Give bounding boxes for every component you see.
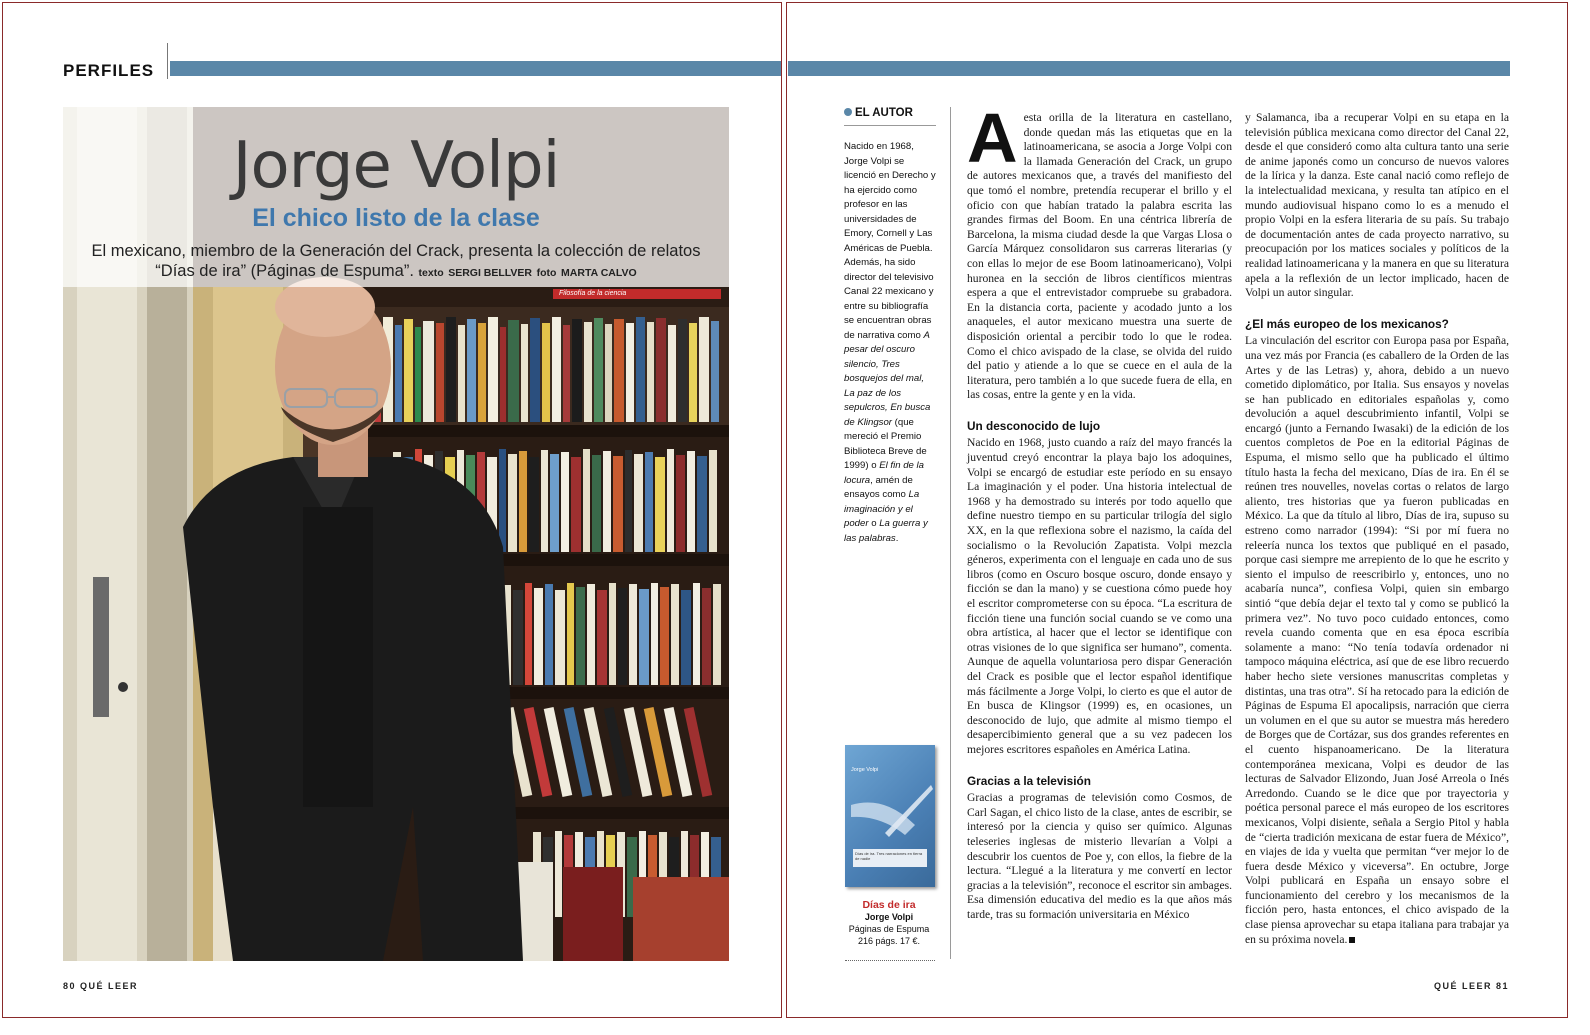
folio-right: QUÉ LEER 81 — [1433, 981, 1509, 991]
headline-subtitle: El chico listo de la clase — [252, 204, 540, 232]
book-info — [839, 899, 939, 947]
credit-photo-label: foto — [536, 267, 557, 279]
bio-title: A pesar del oscuro silencio, Tres bosquejos del mal, La paz de los sepulcros, En busca de Klingsor — [844, 329, 931, 428]
article-column-1 — [967, 99, 1232, 922]
dotted-rule — [845, 960, 935, 961]
subhead: Un desconocido de lujo — [967, 418, 1101, 433]
article-paragraph: Gracias a programas de televisión como Cosmos, de Carl Sagan, el chico listo de la clase, antes de escribir, se interesó por la ciencia y quiso ser químico. Algunas teleseries inglesas de misterio llevarían a Volpi a descubrir los cuentos de Poe y, con ellos, la fiebre de la lectura. “Llegué a la literatura y me convertí en lector gracias a la televisión”, reconoce el escritor sin ambages. Esa dimensión educativa del medio es la que años más tarde, tras su formación universitaria en México — [967, 791, 1232, 921]
bio-text: , amén de ensayos como — [844, 474, 913, 500]
bio-text: . — [895, 532, 899, 544]
deck-text: El mexicano, miembro de la Generación del Crack, presenta la colección de relatos “Días de ira” (Páginas de Espuma”. — [91, 242, 701, 280]
book-details: 216 págs. 17 €. — [857, 936, 921, 946]
end-mark-icon — [1349, 937, 1355, 943]
subhead: ¿El más europeo de los mexicanos? — [1245, 316, 1449, 331]
sidebar-heading-text: EL AUTOR — [855, 107, 913, 119]
sidebar-heading — [844, 107, 936, 126]
bio-title: La guerra y las palabras — [844, 518, 928, 544]
intro-text: esta orilla de la literatura en castellano, donde quedan más las etiquetas que en la latinoamericana, se asocia a Jorge Volpi con la llamada Generación del Crack, un grupo de autores mexicanos que, a través del manifiesto del que tomó el nombre, pretendía recuperar el brillo y el oficio con que habían tratado la palabra escrita las grandes firmas del Boom. En una céntrica librería de Barcelona, la misma ciudad desde la que Vargas Llosa o García Márquez consolidaron sus carreras literarias (y con ellas lo mejor de ese Boom latinoamericano), Volpi huronea en la sección de libros científicos mientras espera a que el entrevistador compruebe su grabadora. En la distancia corta, paciente y acodado junto a los anaqueles, el autor mexicano muestra una suerte de disposición oriental a percibir todo lo que le rodea. Como el chico avispado de la clase, se olvida del ruido del patio y atiende a lo que se cuece en el aula de la literatura, pero también a lo que sucede fuera de ella, en las cosas, entre la gente y en la vida. — [967, 111, 1232, 402]
right-page — [786, 2, 1568, 1018]
credit-photo-author: MARTA CALVO — [561, 267, 637, 279]
section-label: PERFILES — [63, 61, 155, 80]
author-photo — [63, 107, 729, 961]
subhead: Gracias a la televisión — [967, 773, 1091, 788]
section-divider — [167, 43, 168, 79]
author-sidebar — [844, 107, 936, 546]
book-cover-plate: Días de ira. Tres narraciones en tierra de nadie — [853, 849, 927, 867]
folio-left: 80 QUÉ LEER — [63, 981, 139, 991]
header-bar — [788, 61, 1510, 76]
book-title: Días de ira — [862, 899, 916, 911]
bio-title: El fin de la locura — [844, 460, 925, 486]
article-paragraph — [1245, 334, 1509, 947]
book-author: Jorge Volpi — [864, 912, 914, 922]
bio-title: La imaginación y el poder — [844, 489, 920, 529]
credit-text-label: texto — [418, 267, 444, 279]
bio-text: Nacido en 1968, Jorge Volpi se licenció en Derecho y ha ejercido como profesor en las universidades de Emory, Cornell y Las Américas de Puebla. Además, ha sido director del televisivo Canal 22 mexicano y entre su bibliografía se encuentran obras de narrativa como — [844, 141, 936, 341]
book-cover-author: Jorge Volpi — [851, 767, 879, 773]
article-paragraph: Nacido en 1968, justo cuando a raíz del mayo francés la juventud creyó encontrar la playa bajo los adoquines, Volpi se encargó de estudiar este período en su ensayo La imaginación y el poder. Una historia intelectual de 1968 y ha demostrado su interés por todo aquello que define nuestro tiempo en su particular trilogía del siglo XX, en la que reflexiona sobre el nazismo, la caída del socialismo o la Revolución Zapatista. Volpi mezcla géneros, experimenta con el lenguaje en cada uno de sus libros (como en Oscuro bosque oscuro, donde ensayo y ficción se dan la mano) y se cuestiona cómo puede hoy el escritor comprometerse con su época. “La escritura de ficción tiene una función social cuando se ve como una obra artística, al hacer que el lector se identifique con otras visiones de lo que significa ser humano”, comenta. Aunque de aquella voluntariosa pero dispar Generación del Crack es posible que el lector español identifique más fácilmente a Jorge Volpi, lo cierto es que el autor de En busca de Klingsor (1999) es, en ocasiones, un desconocido de lujo, que admite al mismo tiempo el desapercibimiento general que a su vez padecen los mejores escritores españoles en América Latina. — [967, 436, 1232, 756]
article-paragraph: y Salamanca, iba a recuperar Volpi en su etapa en la televisión pública mexicana como director del Canal 22, desde el que consideró como alta cultura tanto una serie de anime japonés como un concurso de nuevos valores de la lírica y la danza. Este canal nació como reflejo de la intelectualidad mexicana, y resulta tan atípico en el mundo audiovisual hispano como lo es a menudo el propio Volpi en la esfera literaria de su país. Su trabajo de documentación antes de cada proyecto narrativo, su preocupación por los matices sociales y políticos de la realidad latinoamericana y la manera en que su literatura apela a la reflexión de un lector implicado, hacen de Volpi un autor singular. — [1245, 111, 1509, 300]
article-intro — [967, 99, 1232, 403]
book-cover — [845, 745, 935, 887]
headline-name: Jorge Volpi — [232, 129, 560, 203]
sidebar-bio — [844, 140, 936, 546]
dropcap: A — [967, 99, 1018, 177]
book-publisher: Páginas de Espuma — [848, 924, 930, 934]
credit-text-author: SERGI BELLVER — [448, 267, 533, 279]
bio-text: (que mereció el Premio Biblioteca Breve de 1999) o — [844, 416, 927, 471]
article-column-2 — [1245, 111, 1509, 947]
header-bar — [170, 61, 782, 76]
left-page — [2, 2, 782, 1018]
shelf-tag: Filosofía de la ciencia — [553, 289, 721, 299]
headline-deck — [83, 241, 709, 283]
bio-text: o — [868, 518, 880, 529]
bullet-icon — [844, 108, 852, 116]
column-rule — [950, 107, 951, 959]
paragraph-text: La vinculación del escritor con Europa pasa por España, una vez más por Francia (es caballero de la Orden de las Artes y de las Letras) y, ahora, debido a un nuevo cometido diplomático, por Italia. Sus ensayos y novelas se han publicado en editoriales españolas y, como devolución a aquel descubrimiento infantil, Volpi se encargó (junto a Fernando Iwasaki) de la edición de los cuentos completos de Poe en la editorial Páginas de Espuma, el mismo sello que ha publicado el último título hasta la fecha del mexicano, Días de ira. En él se reúnen tres nouvelles, novelas cortas o relatos de largo aliento, tres historias que ya fueron publicadas en México. La que da título al libro, Días de ira, supuso su estreno como narrador (1994): “Si por mí fuera no releería nunca los textos que publiqué en el pasado, porque casi siempre me arrepiento de lo que he escrito y siento el impulso de reescribirlo y, entonces, uno no acabaría nunca”, confiesa Volpi, quien sin embargo sintió “que debía dejar el texto tal y como se publicó la primera vez”. No tuvo poco cuidado entonces, como revela cuando comenta que en esa época escribía solamente a mano: “No tenía todavía ordenador ni tampoco máquina eléctrica, así que de ese libro recuerdo haber hecho siete versiones manuscritas completas y distintas, una tras otra”. Sí ha retocado para la edición de Páginas de Espuma El apocalipsis, narración que cierra un volumen en el que su autor se muestra más heredero de Borges que de Cortázar, sus dos grandes referentes en el cuento hispanoamericano. De la literatura contemporánea mexicana, Volpi es deudor de las lecturas de Salvador Elizondo, Juan José Arreola o Inés Arredondo. Cuando se le dice que por trayectoria y poética personal parece el más europeo de los escritores mexicanos, Volpi disiente, señala a Sergio Pitol y habla de “cierta tradición mexicana de estar fuera de México”, en viajes de ida y vuelta que permitan “ver mejor lo de fuera desde México y viceversa”. En octubre, Jorge Volpi publicará en España un ensayo sobre el funcionamiento del cerebro y los mecanismos de la ficción pero, hasta entonces, el chico avispado de la clase piensa aprovechar su etapa italiana para trabajar ya en su próxima novela. — [1245, 334, 1509, 946]
